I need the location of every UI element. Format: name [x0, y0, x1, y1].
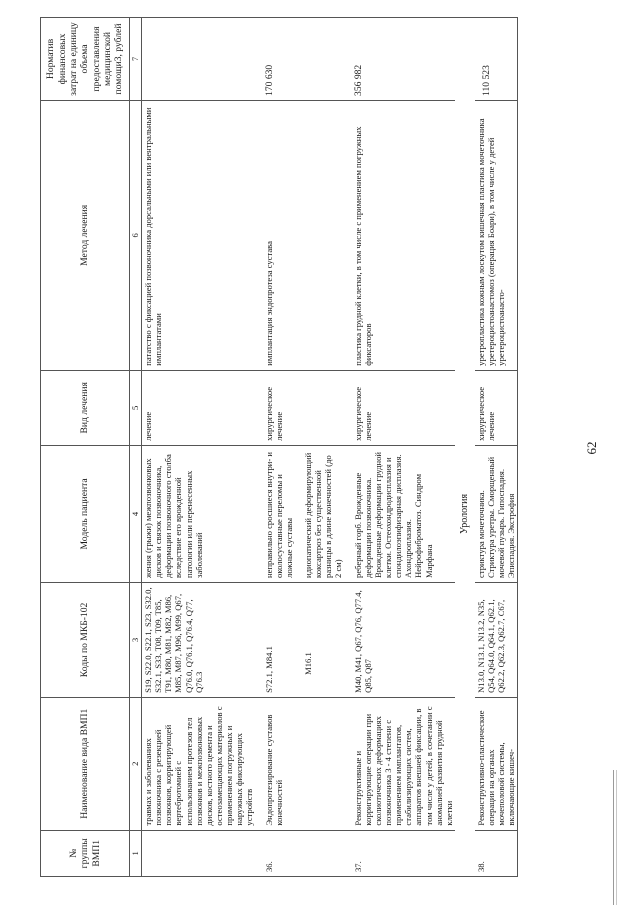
vmp-table — [40, 17, 518, 877]
rotated-page-content — [40, 17, 600, 877]
table-row — [475, 18, 518, 877]
page-number: 62 — [584, 441, 599, 455]
header-treatment-method: Метод лечения — [41, 100, 130, 370]
vmp-name: Эндопротезирование суставов конечностей — [256, 697, 295, 830]
column-number: 1 — [130, 830, 142, 876]
treatment-method — [295, 100, 345, 370]
section-spacer — [455, 697, 475, 830]
column-number-row — [130, 18, 142, 877]
section-title: Урология — [458, 493, 470, 534]
header-patient-model: Модель пациента — [41, 445, 130, 582]
treatment-type — [295, 370, 345, 445]
treatment-type: хирургическое лечение — [345, 370, 455, 445]
header-icd-codes: Коды по МКБ-102 — [41, 582, 130, 697]
icd-codes: M40, M41, Q67, Q76, Q77.4, Q85, Q87 — [345, 582, 455, 697]
column-number: 5 — [130, 370, 142, 445]
treatment-type: лечение — [142, 370, 256, 445]
header-vmp-name: Наименование вида ВМП1 — [41, 697, 130, 830]
group-number: 38. — [475, 830, 518, 876]
icd-codes: N13.0, N13.1, N13.2, N35, Q54, Q64.0, Q64.1, Q62.1, Q62.2, Q62.3, Q62.7, C67, — [475, 582, 518, 697]
group-number — [295, 830, 345, 876]
patient-model: неправильно сросшиеся внутри- и околосуставные переломы и ложные суставы — [256, 445, 295, 582]
header-row — [41, 18, 130, 877]
cost-standard: 110 523 — [475, 18, 518, 101]
header-treatment-type: Вид лечения — [41, 370, 130, 445]
table-row — [256, 18, 295, 877]
table-row — [142, 18, 256, 877]
group-number: 37. — [345, 830, 455, 876]
treatment-method: уретропластика кожным лоскутом кишечная пластика мочеточника уретероцистоанастомоз (операция Боари), в том числе у детей уретероцистоанасто- — [475, 100, 518, 370]
treatment-method: пататство с фиксацией позвоночника дорсальными или вентральными имплантатами — [142, 100, 256, 370]
vmp-name: Реконструктивные и корригирующие операции при сколиотических деформациях позвоночника 3 - 4 степени с применением имплантатов, стабилизирующих систем, аппаратов внешней фиксации, в том числе у детей, в сочетании с аномалией развития грудной клетки — [345, 697, 455, 830]
column-number: 6 — [130, 100, 142, 370]
section-row — [455, 18, 475, 877]
patient-model: реберный горб. Врожденные деформации позвоночника. Врожденные деформации грудной клетки. Остеохондродисплазия и спондилоэпифизарная дисплазия. Ахондроплазия. Нейрофиброматоз. Синдром Марфана — [345, 445, 455, 582]
column-number: 4 — [130, 445, 142, 582]
treatment-type: хирургическое лечение — [475, 370, 518, 445]
section-spacer — [455, 830, 475, 876]
column-number: 3 — [130, 582, 142, 697]
treatment-method: имплантация эндопротеза сустава — [256, 100, 295, 370]
section-spacer — [455, 18, 475, 101]
vmp-name — [295, 697, 345, 830]
cost-standard — [295, 18, 345, 101]
section-spacer — [455, 582, 475, 697]
icd-codes: S72.1, M84.1 — [256, 582, 295, 697]
scan-edge-line — [613, 770, 614, 905]
patient-model: жения (грыжи) межпозвонковых дисков и связок позвоночника, деформации позвоночного столба вследствие его врожденной патологии или перенесенных заболеваний — [142, 445, 256, 582]
table-row — [295, 18, 345, 877]
column-number: 2 — [130, 697, 142, 830]
icd-codes: M16.1 — [295, 582, 345, 697]
group-number: 36. — [256, 830, 295, 876]
vmp-name: травмах и заболеваниях позвоночника с резекцией позвонков, корригирующей вертебротомией с использованием протезов тел позвонков и межпозвонковых дисков, костного цемента и остеозамещающих материалов с применением погружных и наружных фиксирующих устройств — [142, 697, 256, 830]
table-row — [345, 18, 455, 877]
scan-edge-line — [616, 770, 617, 905]
group-number — [142, 830, 256, 876]
header-group-number: № группы ВМП1 — [41, 830, 130, 876]
section-spacer — [455, 370, 475, 445]
header-cost-standard: Норматив финансовых затрат на единицу объема предоставления медицинской помощи3, рублей — [41, 18, 130, 101]
cost-standard — [142, 18, 256, 101]
section-spacer — [455, 100, 475, 370]
patient-model: идиопатический деформирующий коксартроз без существенной разницы в длине конечностей (до 2 см) — [295, 445, 345, 582]
cost-standard: 170 630 — [256, 18, 295, 101]
treatment-type: хирургическое лечение — [256, 370, 295, 445]
icd-codes: S19, S22.0, S22.1, S23, S32.0, S32.1, S33, T08, T09, T85, T91, M80, M81, M82, M86, M85, M87, M96, M99, Q67, Q76.0, Q76.1, Q76.4, Q77, Q76.3 — [142, 582, 256, 697]
vmp-name: Реконструктивно-пластические операции на органах мочеполовой системы, включающие кишеч- — [475, 697, 518, 830]
patient-model: стриктура мочеточника. Стриктура уретры. Сморщенный мочевой пузырь. Гипоспадия. Эписпадия. Экстрофия — [475, 445, 518, 582]
treatment-method: пластика грудной клетки, в том числе с применением погружных фиксаторов — [345, 100, 455, 370]
column-number: 7 — [130, 18, 142, 101]
cost-standard: 356 982 — [345, 18, 455, 101]
